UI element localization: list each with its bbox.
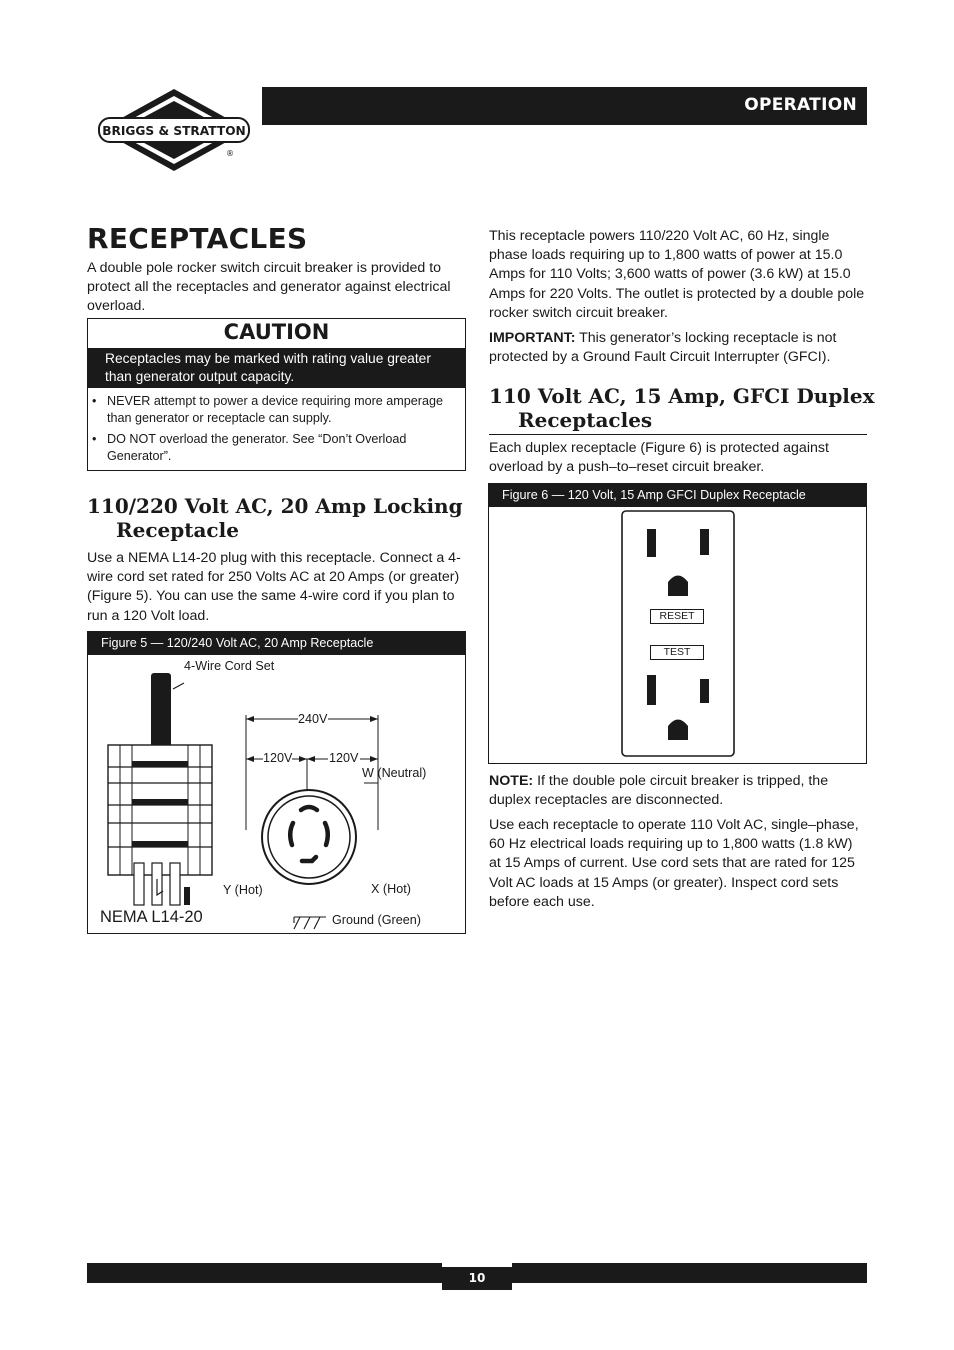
y-hot-label: Y (Hot) (223, 883, 263, 897)
plug-type-label: NEMA L14-20 (100, 908, 203, 926)
intro-paragraph: A double pole rocker switch circuit breaker is provided to protect all the receptacles and generator against electrical overload. (87, 260, 451, 315)
page-number: 10 (442, 1267, 512, 1290)
gfci-text: Each duplex receptacle (Figure 6) is protected against overload by a push–to–reset circuit breaker. (489, 440, 829, 476)
important-paragraph: IMPORTANT: This generator’s locking receptacle is not protected by a Ground Fault Circuit Interrupter (GFCI). (489, 330, 837, 366)
figure-6 (488, 483, 867, 764)
cord-label: 4-Wire Cord Set (184, 659, 275, 673)
footer-bar-left (87, 1263, 442, 1283)
heading-rule (489, 434, 867, 435)
note-paragraph: NOTE: If the double pole circuit breaker is tripped, the duplex receptacles are disconnected. (489, 773, 829, 809)
caution-item: • NEVER attempt to power a device requiring more amperage than generator or receptacle can supply. (92, 394, 443, 425)
svg-text:®: ® (226, 149, 234, 158)
page-title: RECEPTACLES (87, 222, 308, 255)
caution-banner: Receptacles may be marked with rating value greater than generator output capacity. (88, 348, 465, 388)
gfci-heading: 110 Volt AC, 15 Amp, GFCI Duplex Receptacles (489, 384, 875, 432)
reset-button: RESET (650, 609, 704, 624)
section-header-bar (262, 87, 867, 125)
figure-6-drawing (489, 507, 866, 763)
plug-icon (108, 745, 212, 905)
gfci-receptacle-icon (622, 511, 734, 756)
ground-label: Ground (Green) (332, 913, 421, 927)
usage-paragraph: Use each receptacle to operate 110 Volt AC, single–phase, 60 Hz electrical loads requiring up to 1,800 watts (1.8 kW) at 15 Amps of current. Use cord sets that are rated for 125 Volt AC loads at 15 Amps (or greater). Inspect cord sets before each use. (489, 817, 859, 910)
test-button: TEST (650, 645, 704, 660)
neutral-label: W (Neutral) (362, 766, 427, 780)
ground-icon (294, 917, 326, 929)
x-hot-label: X (Hot) (371, 882, 411, 896)
caution-title: CAUTION (223, 320, 330, 344)
locking-receptacle-heading: 110/220 Volt AC, 20 Amp Locking Receptacle (87, 494, 463, 542)
figure-5-caption: Figure 5 — 120/240 Volt AC, 20 Amp Receptacle (88, 632, 465, 655)
section-label: OPERATION (744, 95, 857, 115)
brand-logo-text: BRIGGS & STRATTON (102, 124, 246, 138)
voltage-240-label: 240V (298, 712, 328, 726)
caution-list (88, 393, 465, 469)
brand-logo (96, 87, 252, 173)
figure-6-caption: Figure 6 — 120 Volt, 15 Amp GFCI Duplex Receptacle (489, 484, 866, 507)
figure-5 (87, 631, 466, 934)
caution-box (87, 318, 466, 471)
receptacle-power-paragraph: This receptacle powers 110/220 Volt AC, 60 Hz, single phase loads requiring up to 1,800 watts of power at 15.0 Amps for 110 Volts; 3,600 watts of power (3.6 kW) at 15.0 Amps for 220 Volts. The outlet is protected by a double pole rocker switch circuit breaker. (489, 228, 865, 321)
locking-receptacle-text: Use a NEMA L14-20 plug with this receptacle. Connect a 4-wire cord set rated for 250 Volts AC at 20 Amps (or greater) (Figure 5). You can use the same 4-wire cord if you plan to run a 120 Volt load. (87, 550, 461, 624)
voltage-120-right-label: 120V (329, 751, 359, 765)
voltage-120-left-label: 120V (263, 751, 293, 765)
caution-item: • DO NOT overload the generator. See “Don’t Overload Generator”. (92, 432, 407, 463)
locking-receptacle-icon (262, 790, 356, 884)
footer-bar-right (512, 1263, 867, 1283)
